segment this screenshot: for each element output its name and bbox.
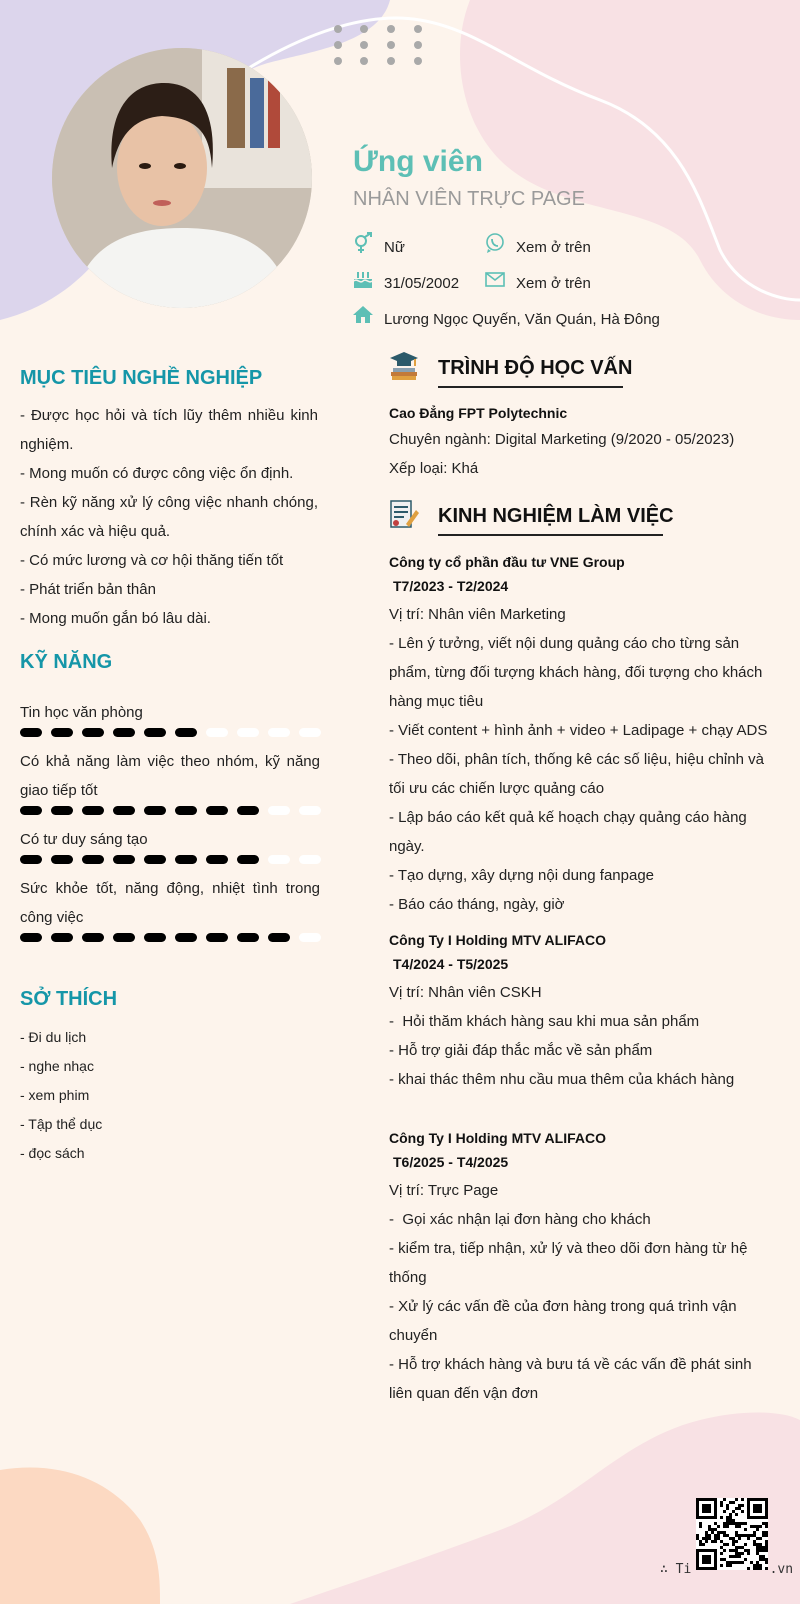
job-duty: - Tạo dựng, xây dựng nội dung fanpage [389,867,654,884]
job-duty: - Lập báo cáo kết quả kế hoạch chạy quảng cáo hàng ngày. [389,809,747,855]
skill-dash [51,806,73,815]
skill-dash [268,728,290,737]
objective-line: - Phát triển bản thân [20,581,156,598]
skill-bar [20,806,321,815]
skill-dash [206,855,228,864]
skill-dash [237,855,259,864]
skill-label: Có khả năng làm việc theo nhóm, kỹ năng giao tiếp tốt [20,753,320,799]
job-duties [389,978,769,1094]
job-company: Công Ty I Holding MTV ALIFACO [389,932,606,948]
skill-dash [113,728,135,737]
birthday-value: 31/05/2002 [384,275,460,292]
home-icon [352,304,374,326]
objective-heading: MỤC TIÊU NGHỀ NGHIỆP [20,367,263,389]
skill-bar [20,728,321,737]
hobbies-heading: SỞ THÍCH [20,988,118,1010]
job-duty: - Hỏi thăm khách hàng sau khi mua sản phẩm [389,1013,700,1030]
profile-photo [52,48,312,308]
job-duty: - Viết content + hình ảnh + video + Ladipage + chạy ADS [389,722,768,739]
skill-dash [20,728,42,737]
skill-dash [144,933,166,942]
phone-value: Xem ở trên [516,239,591,256]
hobby-item: - Tập thể dục [20,1116,103,1132]
skill-dash [113,806,135,815]
skill-dash [175,855,197,864]
job-duties [389,1176,759,1408]
objective-line: - Rèn kỹ năng xử lý công việc nhanh chóng, chính xác và hiệu quả. [20,494,318,540]
skill-dash [51,728,73,737]
skill-bar [20,855,321,864]
birthday-cake-icon [352,268,374,290]
job-duty: - Hỗ trợ giải đáp thắc mắc về sản phẩm [389,1042,653,1059]
objective-list [20,401,318,633]
skill-bar [20,933,321,942]
job-duty: - khai thác thêm nhu cầu mua thêm của khách hàng [389,1071,735,1088]
skill-dash [113,855,135,864]
education-major: Chuyên ngành: Digital Marketing (9/2020 - 05/2023) [389,431,735,448]
skills-heading: KỸ NĂNG [20,651,113,673]
education-school: Cao Đẳng FPT Polytechnic [389,405,568,421]
job-duty: - Báo cáo tháng, ngày, giờ [389,896,565,913]
skill-dash [20,855,42,864]
skill-dash [82,855,104,864]
skill-dash [206,806,228,815]
skill-dash [82,806,104,815]
job-duty: - Gọi xác nhận lại đơn hàng cho khách [389,1211,651,1228]
skill-dash [237,933,259,942]
skill-dash [144,728,166,737]
skill-dash [144,855,166,864]
phone-icon [484,232,506,254]
skill-dash [113,933,135,942]
job-period: T6/2025 - T4/2025 [393,1154,509,1170]
skill-dash [237,728,259,737]
job-role: Vị trí: Trực Page [389,1182,499,1199]
education-heading: TRÌNH ĐỘ HỌC VẤN [438,357,633,379]
footer-watermark: ∴ Ti .vn [660,1562,794,1577]
hobby-item: - Đi du lịch [20,1029,87,1045]
job-duty: - Hỗ trợ khách hàng và bưu tá về các vấn đề phát sinh liên quan đến vận đơn [389,1356,752,1402]
job-company: Công Ty I Holding MTV ALIFACO [389,1130,606,1146]
skill-dash [206,933,228,942]
email-value: Xem ở trên [516,275,591,292]
objective-line: - Có mức lương và cơ hội thăng tiến tốt [20,552,284,569]
skill-dash [20,933,42,942]
skill-dash [144,806,166,815]
skill-dash [175,728,197,737]
job-duty: - Lên ý tưởng, viết nội dung quảng cáo cho từng sản phẩm, từng đối tượng khách hàng, đối tượng cho khách hàng mục tiêu [389,635,763,710]
hobby-item: - nghe nhạc [20,1058,94,1074]
skill-dash [175,806,197,815]
hobby-item: - đọc sách [20,1145,85,1161]
experience-heading: KINH NGHIỆM LÀM VIỆC [438,505,674,527]
experience-document-icon [388,498,420,535]
skill-dash [299,933,321,942]
skill-dash [268,933,290,942]
email-icon [484,268,506,290]
education-grade: Xếp loại: Khá [389,460,479,477]
qr-code [696,1498,768,1570]
job-company: Công ty cổ phần đầu tư VNE Group [389,554,625,570]
skill-dash [268,806,290,815]
hobbies-list [20,1023,102,1168]
skill-dash [299,806,321,815]
skill-dash [20,806,42,815]
job-duties [389,600,769,919]
objective-line: - Được học hỏi và tích lũy thêm nhiều kinh nghiệm. [20,407,318,453]
skill-dash [268,855,290,864]
job-role: Vị trí: Nhân viên CSKH [389,984,542,1001]
graduation-cap-icon [388,350,420,387]
skill-dash [237,806,259,815]
skill-dash [206,728,228,737]
skill-dash [82,933,104,942]
job-role: Vị trí: Nhân viên Marketing [389,606,566,623]
skill-dash [299,728,321,737]
job-period: T4/2024 - T5/2025 [393,956,509,972]
skill-dash [51,855,73,864]
skill-dash [175,933,197,942]
candidate-position: NHÂN VIÊN TRỰC PAGE [353,188,585,210]
experience-underline [438,534,663,536]
job-duty: - Xử lý các vấn đề của đơn hàng trong quá trình vận chuyển [389,1298,737,1344]
skill-label: Tin học văn phòng [20,704,143,721]
address-value: Lương Ngọc Quyến, Văn Quán, Hà Đông [384,311,660,328]
gender-value: Nữ [384,239,405,256]
education-underline [438,386,623,388]
hobby-item: - xem phim [20,1087,90,1103]
objective-line: - Mong muốn có được công việc ổn định. [20,465,294,482]
skill-label: Sức khỏe tốt, năng động, nhiệt tình trong công việc [20,880,320,926]
skill-label: Có tư duy sáng tạo [20,831,148,848]
skill-dash [51,933,73,942]
objective-line: - Mong muốn gắn bó lâu dài. [20,610,211,627]
skill-dash [82,728,104,737]
job-period: T7/2023 - T2/2024 [393,578,509,594]
job-duty: - Theo dõi, phân tích, thống kê các số liệu, hiệu chỉnh và tối ưu các chiến lược quảng cáo [389,751,764,797]
candidate-name: Ứng viên [353,145,483,178]
gender-icon [352,232,374,254]
job-duty: - kiểm tra, tiếp nhận, xử lý và theo dõi đơn hàng từ hệ thống [389,1240,748,1286]
skill-dash [299,855,321,864]
